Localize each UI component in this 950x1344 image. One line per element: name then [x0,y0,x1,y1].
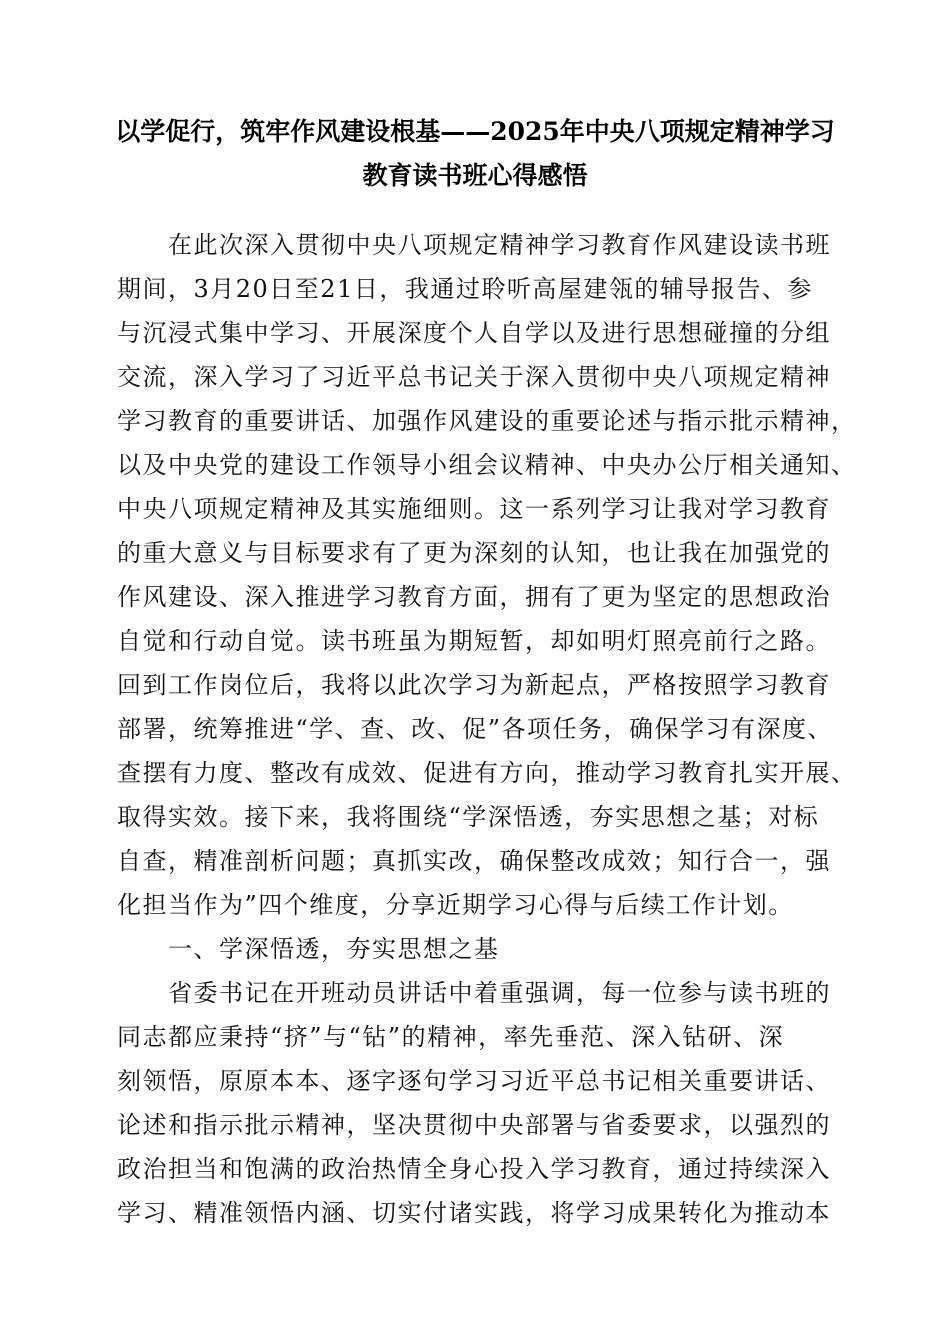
paragraph-line: 同志都应秉持“挤”与“钻”的精神，率先垂范、深入钻研、深 [117,1023,785,1051]
paragraph-line: 政治担当和饱满的政治热情全身心投入学习教育，通过持续深入 [117,1155,831,1183]
paragraph-line: 在此次深入贯彻中央八项规定精神学习教育作风建设读书班 [168,231,831,259]
paragraph-line: 以及中央党的建设工作领导小组会议精神、中央办公厅相关通知、 [117,451,857,479]
paragraph-line: 与沉浸式集中学习、开展深度个人自学以及进行思想碰撞的分组 [117,319,831,347]
paragraph-line: 的重大意义与目标要求有了更为深刻的认知，也让我在加强党的 [117,539,831,567]
paragraph-line: 化担当作为”四个维度，分享近期学习心得与后续工作计划。 [117,891,794,919]
document-title-line-1: 以学促行，筑牢作风建设根基——2025年中央八项规定精神学习 [115,117,835,146]
section-heading: 一、学深悟透，夯实思想之基 [168,935,500,963]
paragraph-line: 中央八项规定精神及其实施细则。这一系列学习让我对学习教育 [117,495,831,523]
paragraph-line: 学习、精准领悟内涵、切实付诸实践，将学习成果转化为推动本 [117,1199,831,1227]
paragraph-line: 取得实效。接下来，我将围绕“学深悟透，夯实思想之基；对标 [117,803,820,831]
paragraph-line: 自觉和行动自觉。读书班虽为期短暂，却如明灯照亮前行之路。 [117,627,831,655]
paragraph-line: 论述和指示批示精神，坚决贯彻中央部署与省委要求，以强烈的 [117,1111,831,1139]
paragraph-line: 部署，统筹推进“学、查、改、促”各项任务，确保学习有深度、 [117,715,834,743]
paragraph-line: 期间，3月20日至21日，我通过聆听高屋建瓴的辅导报告、参 [117,275,813,303]
paragraph-line: 刻领悟，原原本本、逐字逐句学习习近平总书记相关重要讲话、 [117,1067,831,1095]
paragraph-line: 省委书记在开班动员讲话中着重强调，每一位参与读书班的 [168,979,831,1007]
paragraph-line: 交流，深入学习了习近平总书记关于深入贯彻中央八项规定精神 [117,363,831,391]
paragraph-line: 查摆有力度、整改有成效、促进有方向，推动学习教育扎实开展、 [117,759,857,787]
paragraph-line: 学习教育的重要讲话、加强作风建设的重要论述与指示批示精神， [117,407,857,435]
paragraph-line: 作风建设、深入推进学习教育方面，拥有了更为坚定的思想政治 [117,583,831,611]
paragraph-line: 回到工作岗位后，我将以此次学习为新起点，严格按照学习教育 [117,671,831,699]
document-title-line-2: 教育读书班心得感悟 [362,161,588,190]
paragraph-line: 自查，精准剖析问题；真抓实改，确保整改成效；知行合一，强 [117,847,831,875]
